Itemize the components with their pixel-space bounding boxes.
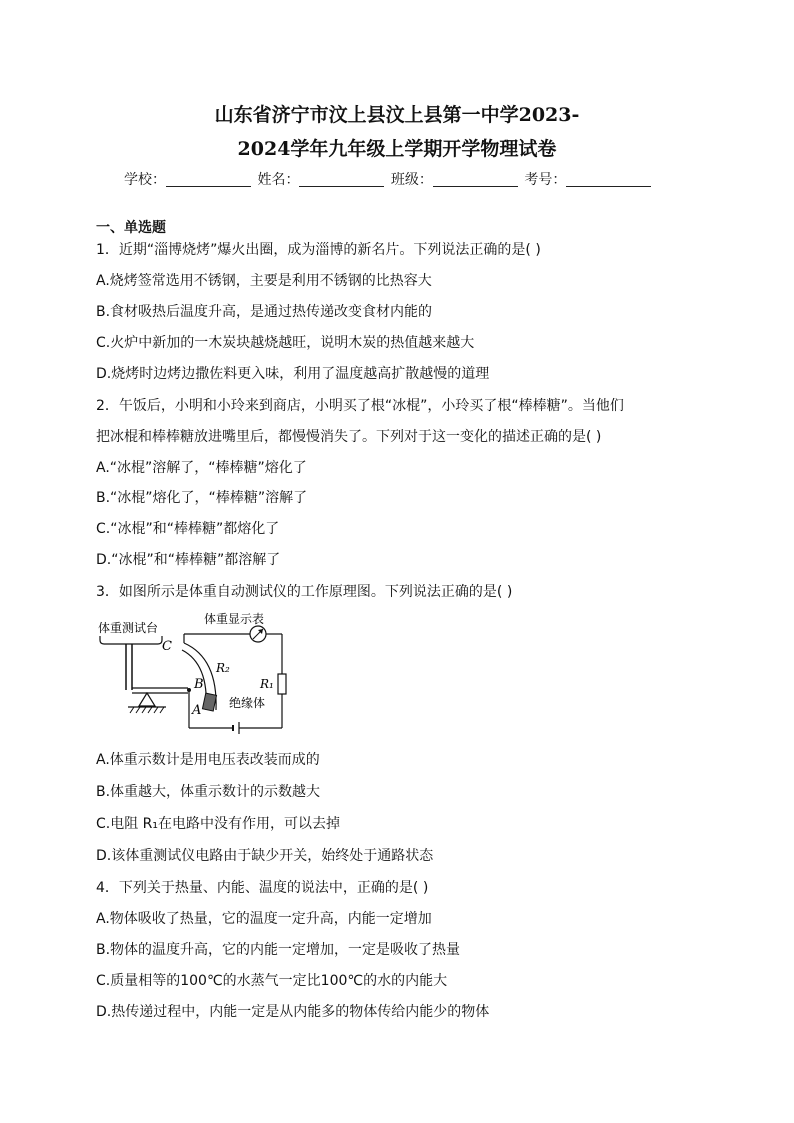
class-blank[interactable] xyxy=(433,172,518,187)
exam-title-line2: 2024学年九年级上学期开学物理试卷 xyxy=(237,138,557,160)
question-3-option-d: D.该体重测试仪电路由于缺少开关，始终处于通路状态 xyxy=(96,848,434,864)
school-blank[interactable] xyxy=(166,172,251,187)
student-info-row xyxy=(124,171,653,189)
platform-shape xyxy=(100,636,162,644)
section-title: 一、单选题 xyxy=(96,220,166,236)
question-2-stem-line1: 2．午饭后，小明和小玲来到商店，小明买了根“冰棍”，小玲买了根“棒棒糖”。当他们 xyxy=(96,398,624,414)
insulator-label: 绝缘体 xyxy=(229,696,266,710)
question-3-option-b: B.体重越大，体重示数计的示数越大 xyxy=(96,784,321,800)
meter-label: 体重显示表 xyxy=(204,612,265,626)
resistor-r1 xyxy=(278,674,286,694)
question-3-stem: 3．如图所示是体重自动测试仪的工作原理图。下列说法正确的是( ) xyxy=(96,584,513,600)
question-2-option-a: A.“冰棍”溶解了，“棒棒糖”熔化了 xyxy=(96,460,307,476)
question-4-stem: 4．下列关于热量、内能、温度的说法中，正确的是( ) xyxy=(96,880,429,896)
exam-number-blank[interactable] xyxy=(566,172,651,187)
name-blank[interactable] xyxy=(299,172,384,187)
weight-tester-circuit-diagram xyxy=(96,606,306,741)
question-2-option-c: C.“冰棍”和“棒棒糖”都熔化了 xyxy=(96,521,280,537)
question-1-option-a: A.烧烤签常选用不锈钢，主要是利用不锈钢的比热容大 xyxy=(96,273,432,289)
exam-number-label: 考号： xyxy=(524,172,567,188)
question-4-option-c: C.质量相等的100℃的水蒸气一定比100℃的水的内能大 xyxy=(96,973,448,989)
class-label: 班级： xyxy=(390,172,433,188)
name-label: 姓名： xyxy=(257,172,300,188)
label-a: A xyxy=(192,703,202,718)
insulator-block xyxy=(202,693,216,711)
label-b: B xyxy=(194,677,204,692)
question-3-option-a: A.体重示数计是用电压表改装而成的 xyxy=(96,752,320,768)
label-r2: R₂ xyxy=(216,661,230,675)
question-1-option-c: C.火炉中新加的一木炭块越烧越旺，说明木炭的热值越来越大 xyxy=(96,335,475,351)
ground-hatch xyxy=(130,707,164,713)
label-c: C xyxy=(162,639,172,654)
question-2-option-d: D.“冰棍”和“棒棒糖”都溶解了 xyxy=(96,552,281,568)
question-2-option-b: B.“冰棍”熔化了，“棒棒糖”溶解了 xyxy=(96,490,308,506)
question-4-option-a: A.物体吸收了热量，它的温度一定升高，内能一定增加 xyxy=(96,911,432,927)
question-1-stem: 1．近期“淄博烧烤”爆火出圈，成为淄博的新名片。下列说法正确的是( ) xyxy=(96,242,541,258)
question-4-option-d: D.热传递过程中，内能一定是从内能多的物体传给内能少的物体 xyxy=(96,1004,490,1020)
pivot-triangle xyxy=(139,693,155,706)
question-3-option-c: C.电阻 R₁在电路中没有作用，可以去掉 xyxy=(96,816,341,832)
question-4-option-b: B.物体的温度升高，它的内能一定增加，一定是吸收了热量 xyxy=(96,942,461,958)
label-r1: R₁ xyxy=(260,677,274,691)
question-1-option-b: B.食材吸热后温度升高，是通过热传递改变食材内能的 xyxy=(96,304,433,320)
question-2-stem-line2: 把冰棍和棒棒糖放进嘴里后，都慢慢消失了。下列对于这一变化的描述正确的是( ) xyxy=(96,429,602,445)
school-label: 学校： xyxy=(124,172,166,188)
exam-title-line1: 山东省济宁市汶上县汶上县第一中学2023- xyxy=(214,104,580,126)
question-1-option-d: D.烧烤时边烤边撒佐料更入味，利用了温度越高扩散越慢的道理 xyxy=(96,366,490,382)
platform-label: 体重测试台 xyxy=(98,621,159,635)
